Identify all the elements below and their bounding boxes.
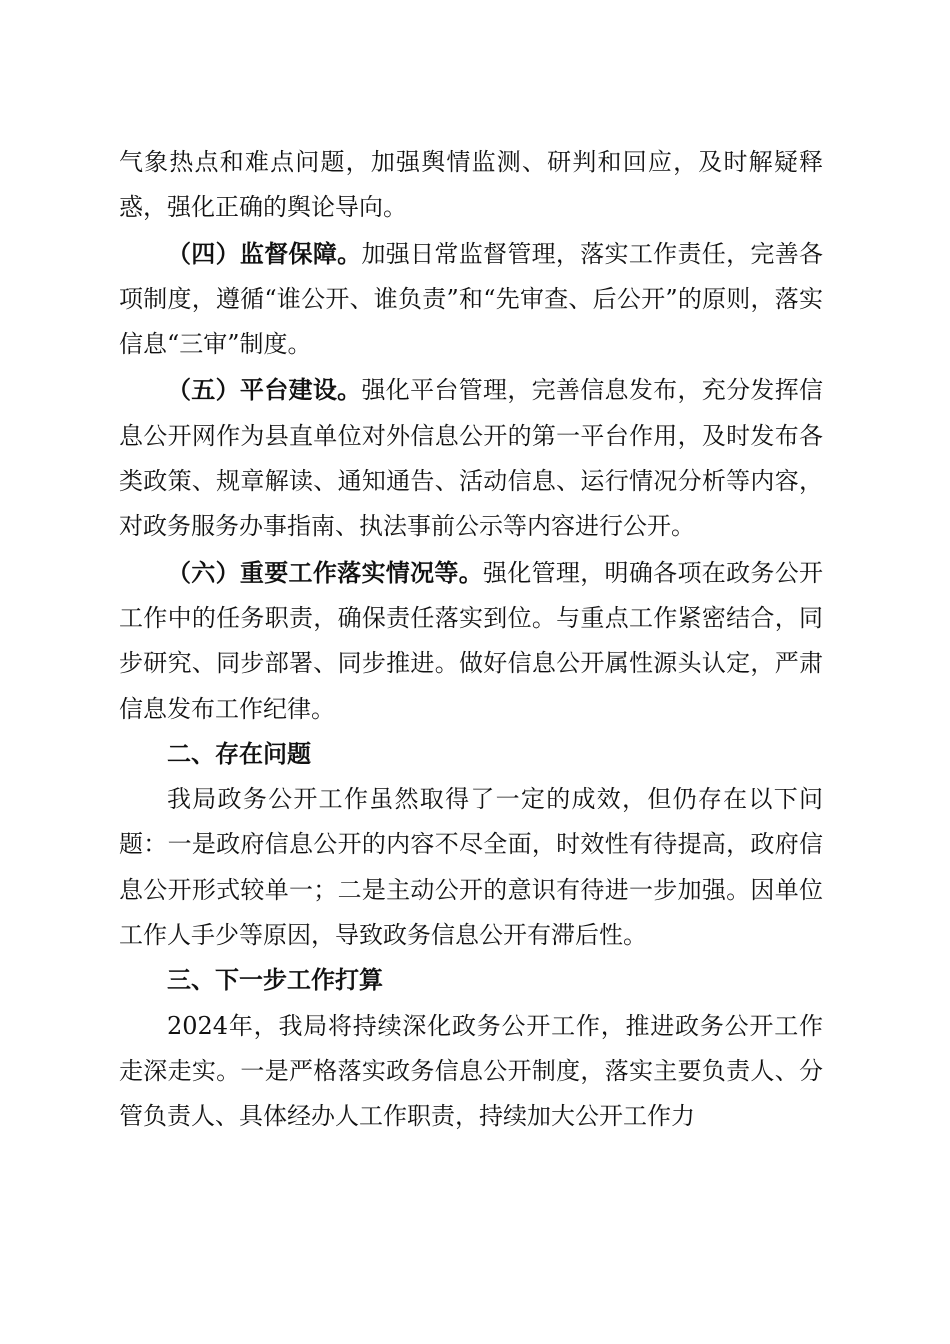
section-heading-next-steps: 三、下一步工作打算 — [167, 966, 383, 995]
paragraph-lead: （六）重要工作落实情况等。 — [167, 557, 483, 587]
paragraph-continued — [119, 140, 823, 231]
paragraph-text: 强化管理，明确各项在政务公开工作中的任务职责，确保责任落实到位。与重点工作紧密结合，同步研究、同步部署、同步推进。做好信息公开属性源头认定，严肃信息发布工作纪律。 — [119, 558, 823, 723]
paragraph-next-steps — [119, 1004, 823, 1140]
paragraph-lead: （五）平台建设。 — [167, 375, 362, 405]
paragraph-supervision — [119, 231, 823, 368]
section-heading-problems: 二、存在问题 — [167, 739, 311, 768]
paragraph-problems — [119, 777, 823, 958]
paragraph-lead: （四）监督保障。 — [167, 238, 362, 268]
document-body — [119, 140, 823, 1140]
paragraph-platform — [119, 367, 823, 549]
paragraph-key-work — [119, 550, 823, 732]
paragraph-text: 我局政务公开工作虽然取得了一定的成效，但仍存在以下问题：一是政府信息公开的内容不尽全面，时效性有待提高，政府信息公开形式较单一；二是主动公开的意识有待进一步加强。因单位工作人手少等原因，导致政务信息公开有滞后性。 — [119, 785, 823, 950]
paragraph-text: 强化平台管理，完善信息发布，充分发挥信息公开网作为县直单位对外信息公开的第一平台作用，及时发布各类政策、规章解读、通知通告、活动信息、运行情况分析等内容，对政务服务办事指南、执法事前公示等内容进行公开。 — [119, 376, 824, 541]
paragraph-text: 加强日常监督管理，落实工作责任，完善各项制度，遵循“谁公开、谁负责”和“先审查、后公开”的原则，落实信息“三审”制度。 — [119, 239, 824, 359]
paragraph-text: 2024年，我局将持续深化政务公开工作，推进政务公开工作走深走实。一是严格落实政务信息公开制度，落实主要负责人、分管负责人、具体经办人工作职责，持续加大公开工作力 — [119, 1011, 823, 1131]
paragraph-text: 气象热点和难点问题，加强舆情监测、研判和回应，及时解疑释惑，强化正确的舆论导向。 — [119, 148, 823, 222]
